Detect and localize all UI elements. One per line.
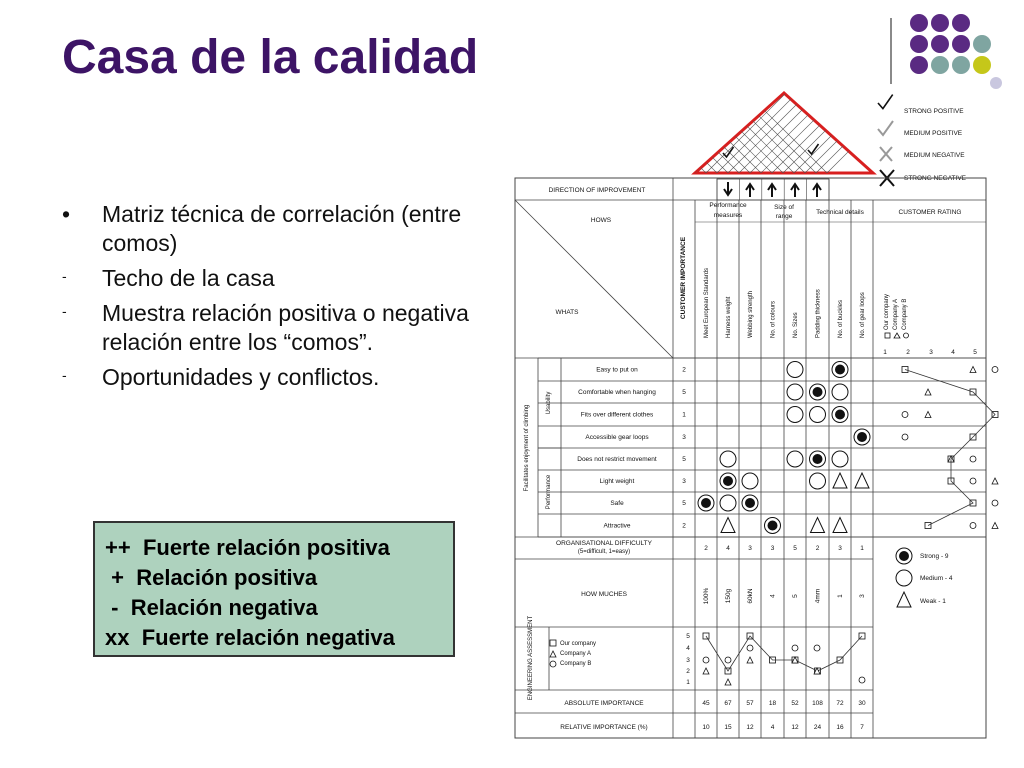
roof-grid-line (651, 63, 761, 173)
medium-relation-icon (787, 407, 803, 423)
bullet-text: Oportunidades y conflictos. (102, 364, 380, 390)
category-usability-label: Usability (546, 391, 552, 415)
legend-symbol: xx (105, 625, 130, 650)
company-a-rating-marker (992, 523, 998, 529)
roof-grid-line (585, 63, 695, 173)
group-label: Technical details (816, 209, 864, 216)
eng-scale-value: 1 (686, 679, 690, 686)
how-much-value: 4 (769, 594, 777, 598)
medium-relation-icon (810, 473, 826, 489)
what-row-label: Comfortable when hanging (578, 389, 656, 396)
legend-text: Relación negativa (130, 595, 318, 620)
eng-scale-value: 2 (686, 668, 690, 675)
eng-company-a-marker (747, 657, 753, 663)
customer-importance-value: 5 (682, 456, 686, 463)
how-much-value: 3 (859, 594, 866, 598)
absolute-importance-value: 18 (768, 700, 777, 707)
customer-importance-value: 3 (682, 434, 686, 441)
legend-symbol: ++ (105, 535, 131, 560)
our-company-rating-line (905, 370, 995, 526)
eng-company-label: Our company (560, 641, 597, 647)
strong-relation-icon (745, 498, 755, 508)
customer-importance-value: 2 (682, 366, 686, 374)
medium-positive-icon (878, 121, 893, 135)
absolute-importance-value: 72 (836, 700, 844, 707)
roof-grid-line (563, 63, 673, 173)
legend-text: Fuerte relación negativa (141, 625, 395, 650)
medium-negative-icon (880, 147, 892, 161)
company-a-triangle (894, 333, 900, 338)
roof-grid-line (508, 63, 618, 173)
roof-grid-line (673, 63, 783, 173)
weak-relation-icon (855, 473, 869, 488)
whats-label: WHATS (555, 309, 579, 316)
bullet-text: Muestra relación positiva o negativa relación entre los “comos”. (102, 300, 469, 355)
company-a-rating-marker (970, 367, 976, 373)
bullet-marker: - (62, 367, 67, 383)
arrow-up-icon (791, 184, 799, 197)
legend-text: Relación positiva (136, 565, 318, 590)
roof-grid-line (530, 63, 640, 173)
roof-grid-line (574, 63, 684, 173)
roof-grid-line (486, 63, 596, 173)
roof-grid-line (497, 63, 607, 173)
strength-legend-label: Medium - 4 (920, 575, 953, 582)
medium-relation-icon (787, 362, 803, 378)
relative-importance-value: 12 (746, 724, 754, 731)
rating-scale-label: 3 (929, 349, 933, 356)
customer-importance-value: 1 (682, 411, 686, 419)
org-difficulty-label: ORGANISATIONAL DIFFICULTY (556, 540, 652, 547)
weak-legend-icon (897, 592, 911, 607)
weak-relation-icon (833, 473, 847, 488)
strong-relation-icon (835, 410, 845, 420)
legend-text: Fuerte relación positiva (142, 535, 390, 560)
eng-company-b-marker (859, 677, 865, 683)
weak-relation-icon (833, 518, 847, 533)
medium-relation-icon (742, 473, 758, 489)
strong-positive-icon (878, 95, 893, 109)
medium-relation-icon (787, 384, 803, 400)
medium-legend-icon (896, 570, 912, 586)
eng-company-b-marker (814, 645, 820, 651)
absolute-importance-value: 57 (746, 700, 754, 707)
how-muches-label: HOW MUCHES (581, 591, 627, 598)
medium-relation-icon (832, 384, 848, 400)
column-header: No. of colours (770, 300, 777, 338)
eng-company-b-marker (725, 657, 731, 663)
group-label: Size of (774, 204, 794, 211)
column-header: No. of gear loops (860, 292, 866, 338)
relative-importance-value: 15 (724, 724, 732, 731)
how-much-value: 100% (703, 587, 710, 605)
strong-relation-icon (813, 454, 823, 464)
strength-legend-label: Weak - 1 (920, 598, 946, 605)
roof-legend-label: MEDIUM POSITIVE (904, 130, 963, 137)
org-difficulty-value: 3 (748, 545, 752, 552)
rating-company-label: Our company (884, 293, 890, 330)
category-performance-label: Performance (546, 474, 552, 510)
medium-relation-icon (720, 451, 736, 467)
company-b-rating-marker (970, 478, 976, 484)
relative-importance-value: 10 (702, 724, 710, 731)
org-difficulty-value: 5 (793, 545, 797, 552)
org-difficulty-value: 3 (838, 545, 842, 552)
group-label: CUSTOMER RATING (898, 209, 962, 216)
strong-relation-icon (723, 476, 733, 486)
absolute-importance-value: 108 (812, 700, 823, 707)
arrow-down-icon (724, 182, 732, 195)
absolute-importance-value: 67 (724, 700, 732, 707)
roof-grid-line (596, 63, 706, 173)
roof-grid-line (541, 63, 651, 173)
slide-title: Casa de la calidad (62, 31, 479, 84)
what-row-label: Easy to put on (596, 366, 638, 374)
group-label: range (775, 213, 793, 220)
eng-company-b-icon (550, 661, 556, 667)
roof-grid-line (563, 63, 673, 173)
strong-relation-icon (813, 387, 823, 397)
roof-legend-label: STRONG POSITIVE (904, 108, 964, 115)
engineering-assessment-label: ENGINEERING ASSESSMENT (528, 615, 534, 701)
relative-importance-value: 4 (770, 724, 775, 731)
strong-relation-icon (701, 498, 711, 508)
customer-importance-value: 3 (682, 478, 686, 485)
bullet-marker: - (62, 268, 67, 284)
bullet-marker: - (62, 303, 67, 319)
customer-importance-value: 5 (682, 500, 686, 507)
eng-scale-value: 4 (686, 645, 690, 652)
customer-importance-value: 5 (682, 389, 686, 396)
roof-check-mark (808, 144, 819, 154)
relative-importance-value: 7 (860, 724, 864, 731)
how-much-value: 150g (725, 588, 732, 604)
column-header: No. of buckles (838, 299, 844, 338)
eng-company-a-icon (550, 651, 556, 657)
medium-relation-icon (787, 451, 803, 467)
column-header: No. Sizes (793, 312, 799, 338)
company-a-rating-marker (925, 412, 931, 418)
bullet-marker: • (62, 201, 71, 227)
roof-grid-line (629, 63, 739, 173)
eng-scale-value: 3 (686, 657, 690, 664)
strong-relation-icon (857, 432, 867, 442)
roof-grid-line (607, 63, 717, 173)
org-difficulty-value: 2 (704, 545, 708, 552)
eng-company-a-marker (725, 679, 731, 685)
group-label: Performance (709, 202, 747, 209)
what-row-label: Accessible gear loops (585, 434, 649, 441)
relative-importance-value: 16 (836, 724, 844, 731)
company-b-rating-marker (902, 412, 908, 418)
customer-importance-label: CUSTOMER IMPORTANCE (680, 236, 687, 320)
strong-relation-icon (835, 365, 845, 375)
legend-symbol: + (105, 565, 124, 590)
eng-company-a-marker (703, 668, 709, 674)
roof-legend-label: STRONG NEGATIVE (904, 175, 966, 182)
arrow-up-icon (813, 184, 821, 197)
roof-grid-line (552, 63, 662, 173)
what-row-label: Safe (610, 500, 624, 507)
org-difficulty-value: 1 (860, 545, 864, 552)
what-row-label: Attractive (603, 522, 631, 530)
strong-relation-icon (768, 521, 778, 531)
what-row-label: Does not restrict movement (577, 456, 657, 463)
eng-our-company-icon (550, 640, 556, 646)
company-a-rating-marker (925, 389, 931, 395)
arrow-up-icon (768, 184, 776, 197)
org-difficulty-value: 3 (770, 545, 775, 552)
customer-importance-value: 2 (682, 522, 686, 530)
roof-lattice (453, 63, 937, 173)
how-much-value: 4mm (814, 588, 822, 604)
org-difficulty-value: 4 (726, 545, 730, 552)
roof-grid-line (574, 63, 684, 173)
strength-legend-label: Strong - 9 (920, 553, 949, 560)
bullet-text: Techo de la casa (102, 265, 275, 291)
relative-importance-label: RELATIVE IMPORTANCE (%) (560, 724, 648, 731)
company-b-rating-marker (992, 367, 998, 373)
roof-grid-line (684, 63, 794, 173)
relative-importance-value: 12 (791, 724, 799, 731)
org-difficulty-value: 2 (815, 545, 820, 552)
roof-grid-line (475, 63, 585, 173)
strong-legend-icon (899, 551, 909, 561)
how-much-value: 5 (792, 594, 799, 598)
absolute-importance-label: ABSOLUTE IMPORTANCE (564, 700, 644, 707)
hows-label: HOWS (590, 217, 612, 224)
rating-scale-label: 2 (906, 349, 910, 356)
roof-check-mark (723, 147, 734, 157)
medium-relation-icon (720, 495, 736, 511)
company-b-circle (904, 333, 909, 338)
direction-label: DIRECTION OF IMPROVEMENT (548, 187, 646, 194)
absolute-importance-value: 30 (858, 700, 866, 707)
company-b-rating-marker (970, 523, 976, 529)
rating-company-label: Company A (893, 298, 899, 330)
what-row-label: Light weight (599, 478, 635, 485)
medium-relation-icon (810, 407, 826, 423)
weak-relation-icon (721, 518, 735, 533)
rating-scale-label: 1 (883, 349, 887, 356)
roof-grid-line (453, 63, 563, 173)
company-a-rating-marker (992, 478, 998, 484)
absolute-importance-value: 52 (791, 700, 799, 707)
our-company-square (885, 333, 890, 338)
roof-grid-line (596, 63, 706, 173)
bullet-text: Matriz técnica de correlación (entre comos) (102, 201, 462, 256)
rating-scale-label: 4 (951, 349, 955, 356)
eng-company-label: Company B (560, 661, 592, 667)
roof-grid-line (607, 63, 717, 173)
roof-grid-line (464, 63, 574, 173)
relative-importance-value: 24 (813, 724, 822, 731)
column-header: Padding thickness (815, 289, 822, 338)
roof-grid-line (640, 63, 750, 173)
roof-legend-label: MEDIUM NEGATIVE (904, 152, 965, 159)
rating-company-label: Company B (902, 298, 908, 330)
how-much-value: 1 (837, 594, 844, 598)
absolute-importance-value: 45 (702, 700, 710, 707)
weak-relation-icon (811, 518, 825, 533)
eng-scale-value: 5 (686, 633, 690, 640)
how-much-value: 60kN (747, 588, 754, 604)
rating-scale-label: 5 (973, 349, 977, 356)
column-header: Meet European Standards (704, 267, 710, 338)
arrow-up-icon (746, 184, 754, 197)
eng-company-b-marker (747, 645, 753, 651)
column-header: Harness weight (726, 296, 732, 338)
roof-grid-line (519, 63, 629, 173)
category-outer-label: Facilitates enjoyment of climbing (524, 404, 530, 492)
what-row-label: Fits over different clothes (580, 411, 654, 419)
eng-company-label: Company A (560, 651, 592, 657)
medium-relation-icon (832, 451, 848, 467)
legend-symbol: - (105, 595, 119, 620)
group-label: measures (713, 212, 743, 219)
column-header: Webbing strength (748, 291, 754, 338)
roof-grid-line (585, 63, 695, 173)
eng-company-b-marker (703, 657, 709, 663)
eng-company-b-marker (792, 645, 798, 651)
roof-grid-line (805, 63, 915, 173)
company-b-rating-marker (970, 456, 976, 462)
company-b-rating-marker (992, 500, 998, 506)
org-difficulty-sub: (5=difficult, 1=easy) (577, 549, 631, 555)
company-b-rating-marker (902, 434, 908, 440)
